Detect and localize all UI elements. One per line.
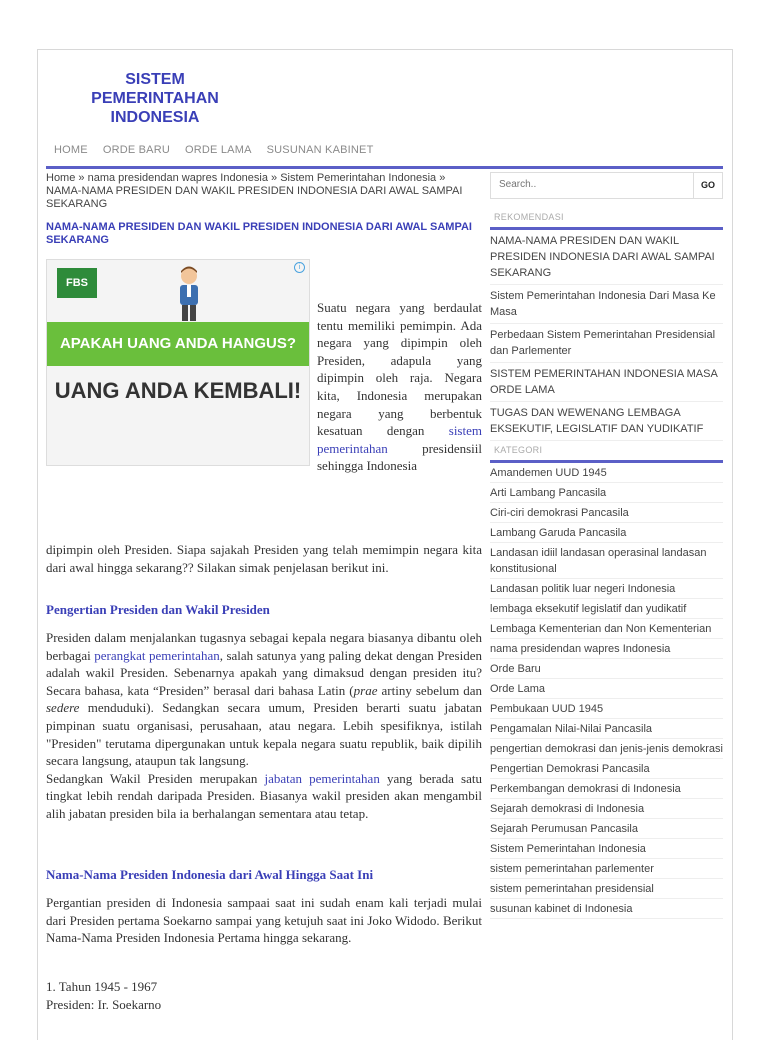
kategori-item[interactable]: Sistem Pemerintahan Indonesia — [490, 839, 723, 859]
rekomendasi-item[interactable]: NAMA-NAMA PRESIDEN DAN WAKIL PRESIDEN INDONESIA DARI AWAL SAMPAI SEKARANG — [490, 230, 723, 285]
breadcrumb — [46, 172, 482, 211]
kategori-item[interactable]: Pengertian Demokrasi Pancasila — [490, 759, 723, 779]
nav-orde-lama[interactable]: ORDE LAMA — [185, 144, 252, 156]
main-nav — [54, 144, 389, 156]
kategori-item[interactable]: Ciri-ciri demokrasi Pancasila — [490, 503, 723, 523]
kategori-item[interactable]: sistem pemerintahan parlementer — [490, 859, 723, 879]
article-paragraph-pengertian — [46, 629, 482, 823]
nav-home[interactable]: HOME — [54, 144, 88, 156]
kategori-item[interactable]: lembaga eksekutif legislatif dan yudikatif — [490, 599, 723, 619]
president-list-item — [46, 978, 482, 1013]
rekomendasi-list — [490, 230, 723, 441]
link-sistem-pemerintahan[interactable]: sistem pemerintahan — [317, 423, 482, 456]
rekomendasi-item[interactable]: Perbedaan Sistem Pemerintahan Presidensial dan Parlementer — [490, 324, 723, 363]
ad-person-icon — [169, 264, 209, 324]
kategori-item[interactable]: Landasan politik luar negeri Indonesia — [490, 579, 723, 599]
paragraph-text: artiny sebelum dan — [377, 682, 482, 698]
kategori-item[interactable]: Sejarah Perumusan Pancasila — [490, 819, 723, 839]
intro-text-end: presidensiil sehingga Indonesia — [317, 440, 482, 474]
kategori-item[interactable]: Amandemen UUD 1945 — [490, 463, 723, 483]
kategori-item[interactable]: Orde Lama — [490, 679, 723, 699]
kategori-item[interactable]: Lembaga Kementerian dan Non Kementerian — [490, 619, 723, 639]
kategori-list — [490, 463, 723, 919]
link-perangkat-pemerintahan[interactable]: perangkat pemerintahan — [94, 647, 220, 663]
breadcrumb-separator: » — [267, 172, 281, 184]
article-paragraph-pergantian: Pergantian presiden di Indonesia sampaai saat ini sudah enam kali terjadi mulai dari Presiden pertama Soekarno sampai yang ketujuh saat ini Joko Widodo. Berikut Nama-Nama Presiden Indonesia Pertama hingga sekarang. — [46, 895, 482, 946]
intro-text: Suatu negara yang berdaulat tentu memiliki pemimpin. Ada negara yang dipimpin oleh Presiden, adapula yang dipimpin oleh raja. Negara kita, Indonesia merupakan negara yang berbentuk kesatuan dengan — [317, 300, 482, 439]
ad-brand-logo: FBS — [57, 268, 97, 298]
kategori-item[interactable]: pengertian demokrasi dan jenis-jenis demokrasi — [490, 739, 723, 759]
breadcrumb-category-1[interactable]: nama presidendan wapres Indonesia — [87, 172, 268, 184]
site-logo[interactable]: SISTEM PEMERINTAHAN INDONESIA — [91, 71, 219, 126]
ad-cta: UANG ANDA KEMBALI! — [54, 378, 302, 403]
list-item-period: 1. Tahun 1945 - 1967 — [46, 979, 158, 994]
search-box — [490, 172, 723, 199]
kategori-item[interactable]: Pengamalan Nilai-Nilai Pancasila — [490, 719, 723, 739]
kategori-item[interactable]: Perkembangan demokrasi di Indonesia — [490, 779, 723, 799]
rekomendasi-item[interactable]: TUGAS DAN WEWENANG LEMBAGA EKSEKUTIF, LEGISLATIF DAN YUDIKATIF — [490, 402, 723, 441]
paragraph-text: , salah satunya yang paling dekat dengan Presiden adalah wakil Presiden. Sebenarnya apakah yang dimaksud dengan presiden itu? Secara bahasa, kata “Presiden” berasal dari bahasa Latin ( — [46, 647, 482, 698]
page-frame — [37, 49, 733, 1040]
kategori-item[interactable]: Arti Lambang Pancasila — [490, 483, 723, 503]
post-title[interactable]: NAMA-NAMA PRESIDEN DAN WAKIL PRESIDEN INDONESIA DARI AWAL SAMPAI SEKARANG — [46, 221, 472, 246]
article-intro-continued: dipimpin oleh Presiden. Siapa sajakah Presiden yang telah memimpin negara kita dari awal hingga sekarang?? Silakan simak penjelasan berikut ini. — [46, 542, 482, 575]
rekomendasi-item[interactable]: SISTEM PEMERINTAHAN INDONESIA MASA ORDE LAMA — [490, 363, 723, 402]
nav-susunan-kabinet[interactable]: SUSUNAN KABINET — [266, 144, 374, 156]
kategori-item[interactable]: Landasan idiil landasan operasinal landasan konstitusional — [490, 543, 723, 579]
nav-orde-baru[interactable]: ORDE BARU — [102, 144, 171, 156]
ad-headline: APAKAH UANG ANDA HANGUS? — [47, 322, 309, 366]
heading-nama-nama-presiden: Nama-Nama Presiden Indonesia dari Awal Hingga Saat Ini — [46, 867, 374, 882]
search-input[interactable] — [497, 178, 681, 191]
rekomendasi-heading: REKOMENDASI — [494, 212, 564, 222]
advertisement[interactable] — [46, 259, 310, 466]
paragraph-italic: prae — [353, 682, 378, 698]
nav-divider — [46, 166, 723, 169]
kategori-item[interactable]: nama presidendan wapres Indonesia — [490, 639, 723, 659]
breadcrumb-home[interactable]: Home — [46, 172, 76, 184]
paragraph-text: Sedangkan Wakil Presiden merupakan — [46, 770, 265, 786]
search-go-button[interactable]: GO — [693, 173, 722, 198]
paragraph-text: Presiden dalam menjalankan tugasnya sebagai kepala negara biasanya dibantu oleh berbagai — [46, 630, 482, 663]
heading-pengertian: Pengertian Presiden dan Wakil Presiden — [46, 602, 270, 617]
kategori-heading: KATEGORI — [494, 445, 543, 455]
main-content — [46, 172, 482, 1012]
breadcrumb-current: NAMA-NAMA PRESIDEN DAN WAKIL PRESIDEN INDONESIA DARI AWAL SAMPAI SEKARANG — [46, 185, 463, 210]
paragraph-text: menduduki). Sedangkan secara umum, Presiden berarti suatu jabatan pimpinan suatu organisasi, perusahaan, atau negara. Lebih spesifiknya, istilah "Presiden" terutama dipergunakan untuk kepala negara suatu republik, baik dipilih secara langsung, ataupun tak langsung. — [46, 700, 482, 769]
list-item-president: Presiden: Ir. Soekarno — [46, 996, 162, 1012]
kategori-item[interactable]: susunan kabinet di Indonesia — [490, 899, 723, 919]
breadcrumb-category-2[interactable]: Sistem Pemerintahan Indonesia — [280, 172, 437, 184]
link-jabatan-pemerintahan[interactable]: jabatan pemerintahan — [264, 770, 380, 786]
paragraph-text: yang berada satu tingkat lebih rendah daripada Presiden. Biasanya wakil presiden akan mengambil alih jabatan presiden bila ia berhalangan sementara atau tetap. — [46, 770, 482, 821]
article-intro — [317, 299, 482, 475]
kategori-item[interactable]: Pembukaan UUD 1945 — [490, 699, 723, 719]
breadcrumb-separator: » — [75, 172, 88, 184]
breadcrumb-separator: » — [436, 172, 446, 184]
rekomendasi-item[interactable]: Sistem Pemerintahan Indonesia Dari Masa Ke Masa — [490, 285, 723, 324]
kategori-item[interactable]: Orde Baru — [490, 659, 723, 679]
paragraph-italic: sedere — [46, 700, 80, 716]
kategori-item[interactable]: sistem pemerintahan presidensial — [490, 879, 723, 899]
kategori-item[interactable]: Sejarah demokrasi di Indonesia — [490, 799, 723, 819]
ad-info-icon[interactable]: i — [294, 262, 305, 273]
kategori-item[interactable]: Lambang Garuda Pancasila — [490, 523, 723, 543]
